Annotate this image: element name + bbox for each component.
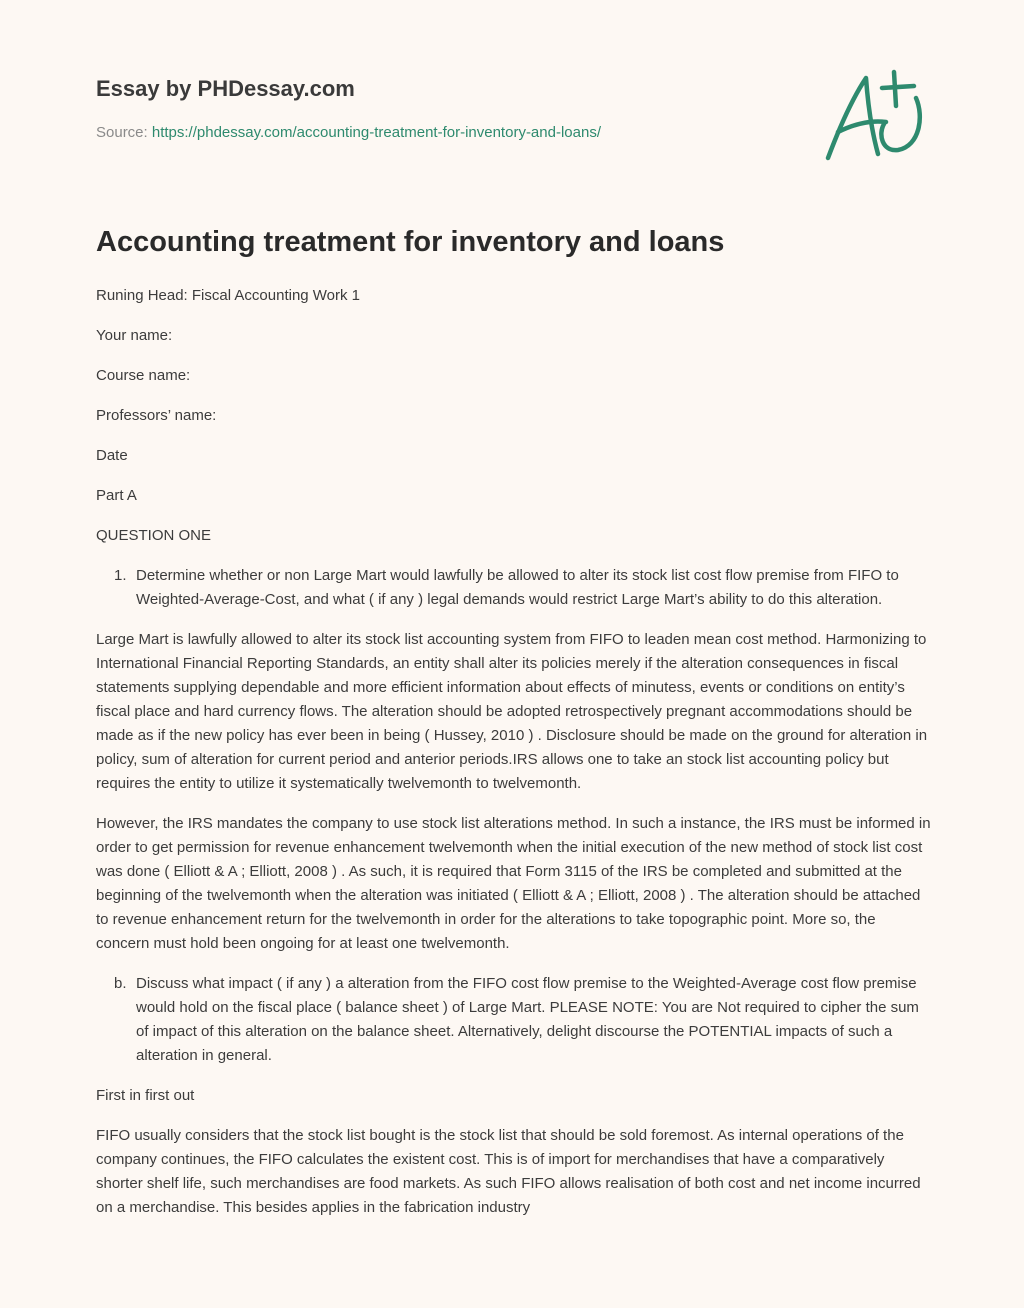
question-item-1 <box>114 564 932 612</box>
a-plus-logo-icon <box>820 66 930 166</box>
source-line <box>96 124 601 141</box>
your-name-line: Your name: <box>96 327 173 344</box>
question-item-b <box>114 972 932 1068</box>
site-brand: Essay by PHDessay.com <box>96 76 355 101</box>
date-line: Date <box>96 447 128 464</box>
professor-name-line: Professors’ name: <box>96 407 217 424</box>
paragraph: However, the IRS mandates the company to use stock list alterations method. In such a instance, the IRS must be informed in order to get permission for revenue enhancement twelvemonth when the initial execution of the new method of stock list cost was done ( Elliott & A ; Elliott, 2008 ) . As such, it is required that Form 3115 of the IRS be completed and submitted at the beginning of the twelvemonth when the alteration was initiated ( Elliott & A ; Elliott, 2008 ) . The alteration should be attached to revenue enhancement return for the twelvemonth in order for the alterations to take topographic point. More so, the concern must hold been ongoing for at least one twelvemonth. <box>96 815 931 952</box>
list-marker: 1. <box>114 567 127 584</box>
page-title: Accounting treatment for inventory and loans <box>96 226 725 258</box>
course-name-line: Course name: <box>96 367 191 384</box>
source-link[interactable]: https://phdessay.com/accounting-treatment-for-inventory-and-loans/ <box>151 124 601 141</box>
part-heading: Part A <box>96 487 137 504</box>
running-head: Runing Head: Fiscal Accounting Work 1 <box>96 287 361 304</box>
paragraph: FIFO usually considers that the stock list bought is the stock list that should be sold foremost. As internal operations of the company continues, the FIFO calculates the existent cost. This is of import for merchandises that have a comparatively shorter shelf life, such merchandises are food markets. As such FIFO allows realisation of both cost and net income incurred on a merchandise. This besides applies in the fabrication industry <box>96 1127 921 1216</box>
list-item-text: Determine whether or non Large Mart would lawfully be allowed to alter its stock list cost flow premise from FIFO to Weighted-Average-Cost, and what ( if any ) legal demands would restrict Large Mart’s ability to do this alteration. <box>136 567 899 608</box>
list-marker: b. <box>114 975 127 992</box>
essay-body <box>96 284 932 1236</box>
source-label: Source: <box>96 124 152 141</box>
question-heading: QUESTION ONE <box>96 527 212 544</box>
subheading: First in first out <box>96 1087 195 1104</box>
paragraph: Large Mart is lawfully allowed to alter its stock list accounting system from FIFO to leaden mean cost method. Harmonizing to International Financial Reporting Standards, an entity shall alter its policies merely if the alteration consequences in fiscal statements supplying dependable and more efficient information about effects of minutess, events or conditions on entity’s fiscal place and hard currency flows. The alteration should be adopted retrospectively pregnant accommodations should be made as if the new policy has ever been in being ( Hussey, 2010 ) . Disclosure should be made on the ground for alteration in policy, sum of alteration for current period and anterior periods.IRS allows one to take an stock list accounting policy but requires the entity to utilize it systematically twelvemonth to twelvemonth. <box>96 631 928 792</box>
list-item-text: Discuss what impact ( if any ) a alteration from the FIFO cost flow premise to the Weighted-Average cost flow premise would hold on the fiscal place ( balance sheet ) of Large Mart. PLEASE NOTE: You are Not required to cipher the sum of impact of this alteration on the balance sheet. Alternatively, delight discourse the POTENTIAL impacts of such a alteration in general. <box>136 975 919 1064</box>
